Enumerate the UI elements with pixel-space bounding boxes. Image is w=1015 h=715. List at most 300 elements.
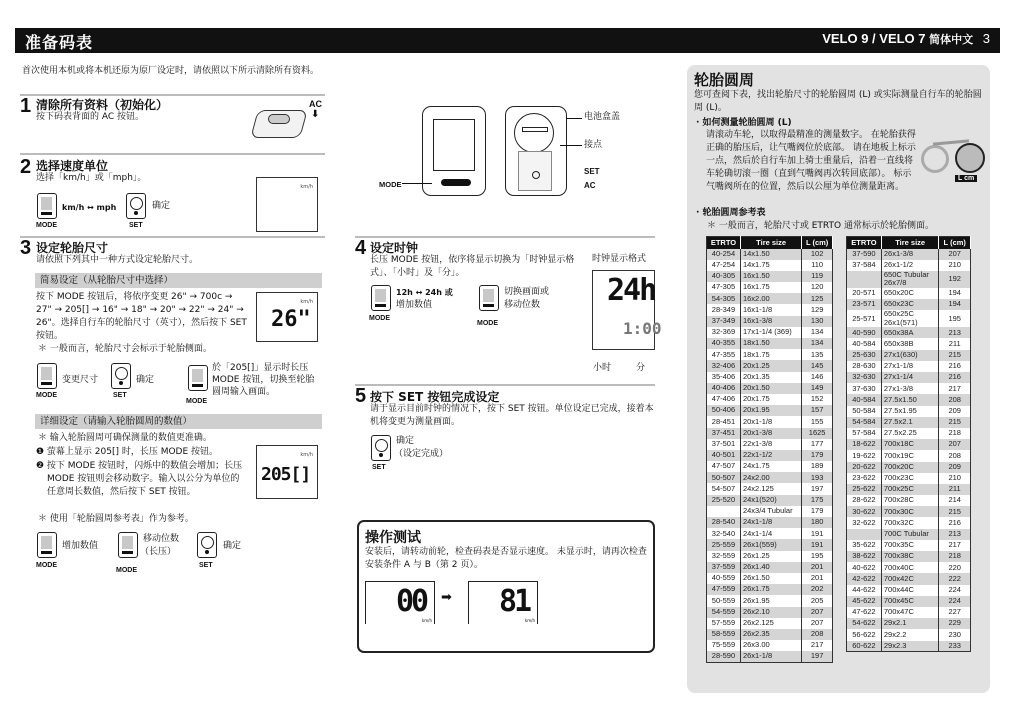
column-header: ETRTO	[847, 237, 882, 249]
lcd-value: 26"	[271, 307, 311, 332]
move-digit-text: 移动位数	[143, 534, 180, 544]
tire-size-cell: 650C Tubular 26x7/8	[881, 271, 939, 288]
circumference-cell: 222	[939, 573, 971, 584]
table-row	[707, 405, 833, 416]
tire-size-cell: 16x2.00	[740, 293, 801, 304]
etrto-cell: 50-507	[707, 472, 741, 483]
step-desc: 请于显示目前时钟的情况下，按下 SET 按钮。单位设定已完成，接着本机将变更为测量画面。	[370, 404, 654, 427]
simple-note: ＊ 一般而言，轮胎尺寸会标示于轮胎侧面。	[38, 344, 212, 354]
etrto-cell: 32-630	[847, 372, 882, 383]
set-callout: SET	[584, 167, 600, 176]
unit-toggle-text: km/h ↔ mph	[62, 203, 117, 212]
confirm-text: 确定	[152, 201, 171, 211]
etrto-cell: 40-559	[707, 573, 741, 584]
etrto-cell: 47-355	[707, 349, 741, 360]
tire-size-cell: 27x1(630)	[881, 350, 939, 361]
table-row	[847, 310, 971, 327]
table-row	[847, 596, 971, 607]
long-press-text: 於「205[]」显示时长压 MODE 按钮，切换至轮胎圆周输入画面。	[212, 363, 315, 397]
detail-step-1: ❶ 萤幕上显示 205[] 时，长压 MODE 按钮。	[36, 447, 219, 457]
etrto-cell: 35-406	[707, 372, 741, 383]
table-row	[847, 406, 971, 417]
table-row	[847, 417, 971, 428]
tire-size-cell: 700C Tubular	[881, 529, 939, 540]
etrto-cell: 32-369	[707, 327, 741, 338]
table-row	[707, 562, 833, 573]
tire-size-cell: 20x1-3/8	[740, 428, 801, 439]
circumference-cell: 193	[802, 472, 833, 483]
tire-size-cell: 20x1.75	[740, 394, 801, 405]
circumference-cell: 218	[939, 551, 971, 562]
etrto-cell: 25-630	[847, 350, 882, 361]
tire-size-cell: 700x38C	[881, 551, 939, 562]
tire-size-cell: 24x2.125	[740, 483, 801, 494]
table-row	[707, 483, 833, 494]
panel-title: 轮胎圆周	[694, 71, 755, 89]
table-row	[707, 327, 833, 338]
tire-size-cell: 26x1.75	[740, 584, 801, 595]
switch-screen-text: 切换画面或	[504, 287, 550, 297]
tire-size-cell: 24x1.75	[740, 461, 801, 472]
etrto-cell: 25-622	[847, 484, 882, 495]
detail-setting-bar: 详细设定（请输入轮胎圆周的数值）	[35, 414, 322, 429]
circumference-cell: 119	[802, 271, 833, 282]
tire-size-cell: 650x38B	[881, 338, 939, 349]
hour-format-toggle-text: 12h ↔ 24h 或	[396, 288, 453, 297]
tire-size-cell: 27.5x1.50	[881, 394, 939, 405]
step-number: 2	[20, 156, 32, 178]
tire-size-cell: 700x19C	[881, 450, 939, 461]
circumference-cell: 202	[802, 584, 833, 595]
circumference-cell: 207	[939, 249, 971, 260]
lcd-value: 205[]	[261, 464, 311, 485]
step-desc: 长压 MODE 按钮，依序将显示切换为「时钟显示格式」、「小时」及「分」。	[370, 255, 575, 278]
page-header	[15, 28, 1000, 53]
column-header: ETRTO	[707, 237, 741, 249]
operation-test-box	[357, 520, 655, 653]
circumference-cell: 134	[802, 327, 833, 338]
how-to-measure-text: 请滚动车轮，以取得最精准的测量数字。 在轮胎获得正确的胎压后，让气嘴阀位於底部。 请在地板上标示一点，然后於自行车加上骑士重量后，沿着一直线将车轮确切滚一圈（直到气嘴阀再次转回底部）。 标示气嘴阀所在的位置，然后以公厘为单位测量距离。	[706, 130, 916, 192]
detail-note-2: ＊ 使用「轮胎圆周参考表」作为参考。	[38, 514, 194, 524]
circumference-cell: 211	[939, 338, 971, 349]
set-label: SET	[199, 562, 213, 569]
etrto-cell: 32-622	[847, 517, 882, 528]
how-to-measure-title: · 如何测量轮胎圆周 (L)	[696, 118, 792, 128]
circumference-cell: 215	[939, 350, 971, 361]
etrto-cell: 47-559	[707, 584, 741, 595]
etrto-cell: 57-559	[707, 618, 741, 629]
page-title: 准备码表	[25, 33, 94, 52]
confirm-text: 确定	[136, 375, 155, 385]
tire-size-cell: 20x1.95	[740, 405, 801, 416]
circumference-cell: 229	[939, 618, 971, 629]
leader-line	[566, 118, 582, 119]
etrto-cell: 40-622	[847, 562, 882, 573]
ac-label: AC	[309, 99, 322, 109]
tire-size-cell: 26x2.10	[740, 607, 801, 618]
long-press-paren: （长压）	[140, 547, 177, 557]
table-row	[707, 383, 833, 394]
table-row	[707, 271, 833, 282]
etrto-cell: 40-254	[707, 249, 741, 260]
etrto-cell: 28-630	[847, 361, 882, 372]
etrto-cell: 40-590	[847, 327, 882, 338]
table-row	[707, 528, 833, 539]
etrto-cell: 25-571	[847, 310, 882, 327]
tire-size-cell: 27.5x1.95	[881, 406, 939, 417]
lcd-speed-value: 00	[396, 584, 427, 619]
circumference-cell: 211	[939, 484, 971, 495]
circumference-cell: 210	[939, 473, 971, 484]
tire-table-right	[846, 236, 971, 652]
tire-size-cell: 26x1.95	[740, 595, 801, 606]
table-row	[707, 439, 833, 450]
mode-label: MODE	[36, 392, 57, 399]
etrto-cell: 42-622	[847, 573, 882, 584]
etrto-cell: 28-622	[847, 495, 882, 506]
etrto-cell: 54-305	[707, 293, 741, 304]
etrto-cell: 54-559	[707, 607, 741, 618]
etrto-cell: 50-559	[707, 595, 741, 606]
table-row	[707, 316, 833, 327]
circumference-cell: 194	[939, 288, 971, 299]
etrto-cell: 20-571	[847, 288, 882, 299]
circumference-cell: 1625	[802, 428, 833, 439]
tire-size-cell: 700x18C	[881, 439, 939, 450]
tire-size-cell: 700x45C	[881, 596, 939, 607]
etrto-cell: 60-622	[847, 641, 882, 652]
tire-size-cell: 22x1-3/8	[740, 439, 801, 450]
tire-size-cell: 17x1-1/4 (369)	[740, 327, 801, 338]
etrto-cell: 28-540	[707, 517, 741, 528]
table-row	[847, 327, 971, 338]
circumference-cell: 205	[802, 595, 833, 606]
table-row	[707, 360, 833, 371]
table-row	[847, 249, 971, 260]
lcd-unit: km/h	[300, 184, 313, 190]
etrto-cell: 50-584	[847, 406, 882, 417]
tire-size-cell: 26x1-1/2	[881, 260, 939, 271]
circumference-cell: 216	[939, 517, 971, 528]
etrto-cell: 57-584	[847, 428, 882, 439]
circumference-cell: 157	[802, 405, 833, 416]
circumference-cell: 110	[802, 260, 833, 271]
table-row	[847, 394, 971, 405]
etrto-cell: 47-254	[707, 260, 741, 271]
circumference-cell: 155	[802, 416, 833, 427]
circumference-cell: 180	[802, 517, 833, 528]
etrto-cell: 54-622	[847, 618, 882, 629]
lcd-unit: km/h	[524, 618, 535, 623]
etrto-cell: 37-349	[707, 316, 741, 327]
circumference-cell: 125	[802, 293, 833, 304]
circumference-cell: 224	[939, 596, 971, 607]
mode-button-long-press-icon	[188, 365, 208, 391]
mode-button-shape	[441, 179, 471, 186]
set-label: SET	[113, 392, 127, 399]
mode-label: MODE	[116, 567, 137, 574]
circumference-cell: 192	[939, 271, 971, 288]
table-row	[707, 461, 833, 472]
etrto-cell: 40-355	[707, 338, 741, 349]
table-row	[707, 584, 833, 595]
etrto-cell	[847, 271, 882, 288]
table-row	[707, 282, 833, 293]
column-header: Tire size	[881, 237, 939, 249]
circumference-cell: 179	[802, 450, 833, 461]
etrto-cell: 47-305	[707, 282, 741, 293]
increase-text: 增加数值	[396, 300, 433, 310]
circumference-cell: 233	[939, 641, 971, 652]
table-row	[707, 539, 833, 550]
etrto-cell: 40-584	[847, 338, 882, 349]
simple-setting-text: 按下 MODE 按钮后，将依序变更 26" → 700c → 27" → 205[] → 16" → 18" → 20" → 22" → 24" → 26"。选择自行车的轮胎尺寸（英寸），然后按下 SET 按钮。	[36, 292, 247, 341]
tire-size-cell: 26x1-3/8	[881, 249, 939, 260]
mode-label: MODE	[369, 315, 390, 322]
tire-size-cell: 29x2.3	[881, 641, 939, 652]
tire-size-cell: 700x30C	[881, 506, 939, 517]
etrto-cell: 19-622	[847, 450, 882, 461]
circumference-cell: 215	[939, 417, 971, 428]
circumference-cell: 145	[802, 360, 833, 371]
lcd-display: km/h 26"	[256, 292, 318, 342]
table-row	[707, 338, 833, 349]
column-header: L (cm)	[802, 237, 833, 249]
table-row	[847, 361, 971, 372]
mode-button-icon	[371, 285, 391, 311]
device-back-illustration	[250, 102, 310, 144]
etrto-cell: 47-622	[847, 607, 882, 618]
tire-size-cell: 700x32C	[881, 517, 939, 528]
tire-size-cell: 27x1-3/8	[881, 383, 939, 394]
etrto-cell: 25-559	[707, 539, 741, 550]
circumference-cell: 213	[939, 529, 971, 540]
circumference-cell: 224	[939, 585, 971, 596]
table-row	[847, 288, 971, 299]
mode-button-icon	[37, 532, 57, 558]
table-row	[847, 338, 971, 349]
contacts-label: 接点	[584, 140, 603, 150]
set-button-icon	[197, 532, 217, 558]
l-cm-label: L cm	[955, 175, 977, 182]
tire-size-cell: 700x47C	[881, 607, 939, 618]
etrto-cell: 32-540	[707, 528, 741, 539]
circumference-cell: 208	[802, 629, 833, 640]
etrto-cell: 44-622	[847, 585, 882, 596]
table-row	[707, 517, 833, 528]
lcd-clock-time: 1:00	[623, 319, 662, 338]
tire-size-cell: 27.5x2.1	[881, 417, 939, 428]
test-title: 操作测试	[365, 530, 421, 546]
etrto-cell: 23-571	[847, 299, 882, 310]
confirm-text: 确定	[396, 436, 415, 446]
circumference-cell: 102	[802, 249, 833, 260]
language-label: 简体中文	[929, 33, 974, 46]
tire-size-cell: 24x3/4 Tubular	[740, 506, 801, 517]
battery-cover-label: 电池盒盖	[584, 112, 621, 122]
set-button-icon	[111, 363, 131, 389]
step-title: 按下 SET 按钮完成设定	[370, 390, 500, 404]
table-row	[707, 595, 833, 606]
model-name: VELO 9 / VELO 7	[822, 31, 926, 46]
tire-size-cell: 700x28C	[881, 495, 939, 506]
table-row	[847, 495, 971, 506]
tire-size-cell: 24x2.00	[740, 472, 801, 483]
arrow-down-icon: ⬇	[311, 109, 320, 120]
circumference-cell: 215	[939, 506, 971, 517]
table-row	[847, 529, 971, 540]
etrto-cell: 37-590	[847, 249, 882, 260]
table-row	[707, 293, 833, 304]
tire-size-cell: 24x1-1/8	[740, 517, 801, 528]
circumference-cell: 208	[939, 394, 971, 405]
ac-callout: AC	[584, 181, 596, 190]
table-row	[847, 372, 971, 383]
tire-size-cell: 16x1-1/8	[740, 304, 801, 315]
etrto-cell: 47-507	[707, 461, 741, 472]
circumference-cell: 214	[939, 495, 971, 506]
tire-size-cell: 29x2.1	[881, 618, 939, 629]
arrow-right-icon: ➡	[441, 590, 452, 605]
circumference-cell: 201	[802, 573, 833, 584]
test-desc: 安装后，请转动前轮，检查码表是否显示速度。 未显示时，请再次检查安装条件 A 与 B（第 2 页）。	[365, 547, 647, 570]
table-row	[707, 629, 833, 640]
table-row	[847, 506, 971, 517]
tire-size-cell: 20x1-1/8	[740, 416, 801, 427]
etrto-cell: 37-584	[847, 260, 882, 271]
hour-label: 小时	[593, 363, 612, 373]
tire-size-cell: 650x25C 26x1(571)	[881, 310, 939, 327]
table-row	[847, 439, 971, 450]
step-title: 设定轮胎尺寸	[36, 241, 109, 255]
bicycle-illustration	[919, 133, 989, 183]
circumference-cell: 201	[802, 562, 833, 573]
table-row	[847, 585, 971, 596]
circumference-cell: 209	[939, 462, 971, 473]
table-row	[847, 271, 971, 288]
lcd-before	[365, 581, 435, 624]
table-row	[707, 551, 833, 562]
step-number: 4	[355, 237, 367, 259]
etrto-cell: 37-451	[707, 428, 741, 439]
table-row	[707, 416, 833, 427]
tire-size-cell: 26x1(559)	[740, 539, 801, 550]
circumference-cell: 146	[802, 372, 833, 383]
circumference-cell: 197	[802, 483, 833, 494]
table-row	[707, 450, 833, 461]
step-number: 3	[20, 237, 32, 259]
circumference-cell: 135	[802, 349, 833, 360]
detail-note: ＊ 输入轮胎圆周可确保测量的数值更准确。	[38, 433, 212, 443]
circumference-cell: 207	[802, 607, 833, 618]
step-number: 5	[355, 385, 367, 407]
tire-size-cell: 18x1.50	[740, 338, 801, 349]
table-row	[847, 551, 971, 562]
simple-setting-bar: 简易设定（从轮胎尺寸中选择）	[35, 273, 322, 288]
column-header: L (cm)	[939, 237, 971, 249]
circumference-cell: 218	[939, 428, 971, 439]
etrto-cell: 25-520	[707, 495, 741, 506]
table-row	[847, 517, 971, 528]
move-digit-text: 移动位数	[504, 300, 541, 310]
circumference-cell: 149	[802, 383, 833, 394]
intro-text: 首次使用本机或将本机还原为原厂设定时，请依照以下所示清除所有资料。	[22, 66, 320, 76]
circumference-cell: 216	[939, 361, 971, 372]
set-label: SET	[372, 464, 386, 471]
circumference-cell: 217	[802, 640, 833, 651]
table-row	[847, 540, 971, 551]
tire-size-cell: 26x1.25	[740, 551, 801, 562]
page-number: 3	[982, 31, 990, 46]
increase-text: 增加数值	[62, 541, 99, 551]
mode-label: MODE	[477, 320, 498, 327]
mode-label: MODE	[36, 562, 57, 569]
circumference-cell: 217	[939, 383, 971, 394]
header-right	[822, 31, 990, 47]
etrto-cell: 58-559	[707, 629, 741, 640]
mode-button-long-press-icon	[118, 532, 138, 558]
circumference-cell: 130	[802, 316, 833, 327]
tire-size-cell: 650x38A	[881, 327, 939, 338]
mode-label: MODE	[36, 222, 57, 229]
lcd-speed-value: 81	[499, 584, 530, 619]
confirm-text: 确定	[223, 541, 242, 551]
circumference-cell: 230	[939, 629, 971, 640]
circumference-cell: 208	[939, 450, 971, 461]
minute-label: 分	[636, 363, 646, 373]
tire-size-cell: 20x1.35	[740, 372, 801, 383]
tire-size-cell: 700x40C	[881, 562, 939, 573]
tire-size-cell: 24x1-1/4	[740, 528, 801, 539]
tire-size-cell: 26x3.00	[740, 640, 801, 651]
circumference-cell: 191	[802, 539, 833, 550]
clock-format-label: 时钟显示格式	[592, 254, 647, 264]
etrto-cell	[707, 506, 741, 517]
circumference-cell: 217	[939, 540, 971, 551]
mode-label: MODE	[186, 398, 207, 405]
step-desc: 选择「km/h」或「mph」。	[36, 173, 147, 183]
step-title: 清除所有资料（初始化）	[36, 98, 169, 112]
etrto-cell: 37-559	[707, 562, 741, 573]
circumference-cell: 189	[802, 461, 833, 472]
table-row	[847, 383, 971, 394]
tire-size-cell: 26x1-1/8	[740, 651, 801, 662]
tire-size-cell: 27x1-1/8	[881, 361, 939, 372]
mode-button-icon	[37, 193, 57, 219]
tire-size-cell: 26x1.40	[740, 562, 801, 573]
table-row	[847, 562, 971, 573]
table-header	[707, 237, 833, 249]
circumference-cell: 209	[939, 406, 971, 417]
mode-callout: MODE	[379, 180, 402, 189]
circumference-cell: 152	[802, 394, 833, 405]
etrto-cell: 23-622	[847, 473, 882, 484]
tire-size-cell: 16x1.75	[740, 282, 801, 293]
table-row	[707, 260, 833, 271]
tire-size-cell: 27.5x2.25	[881, 428, 939, 439]
change-size-text: 变更尺寸	[62, 375, 99, 385]
circumference-cell: 175	[802, 495, 833, 506]
divider	[20, 153, 325, 155]
tire-size-cell: 650x23C	[881, 299, 939, 310]
etrto-cell: 28-451	[707, 416, 741, 427]
circumference-cell: 194	[939, 299, 971, 310]
table-row	[847, 350, 971, 361]
table-row	[847, 573, 971, 584]
table-row	[707, 394, 833, 405]
lcd-clock-format: 24h	[607, 273, 656, 308]
step-title: 设定时钟	[370, 241, 419, 255]
